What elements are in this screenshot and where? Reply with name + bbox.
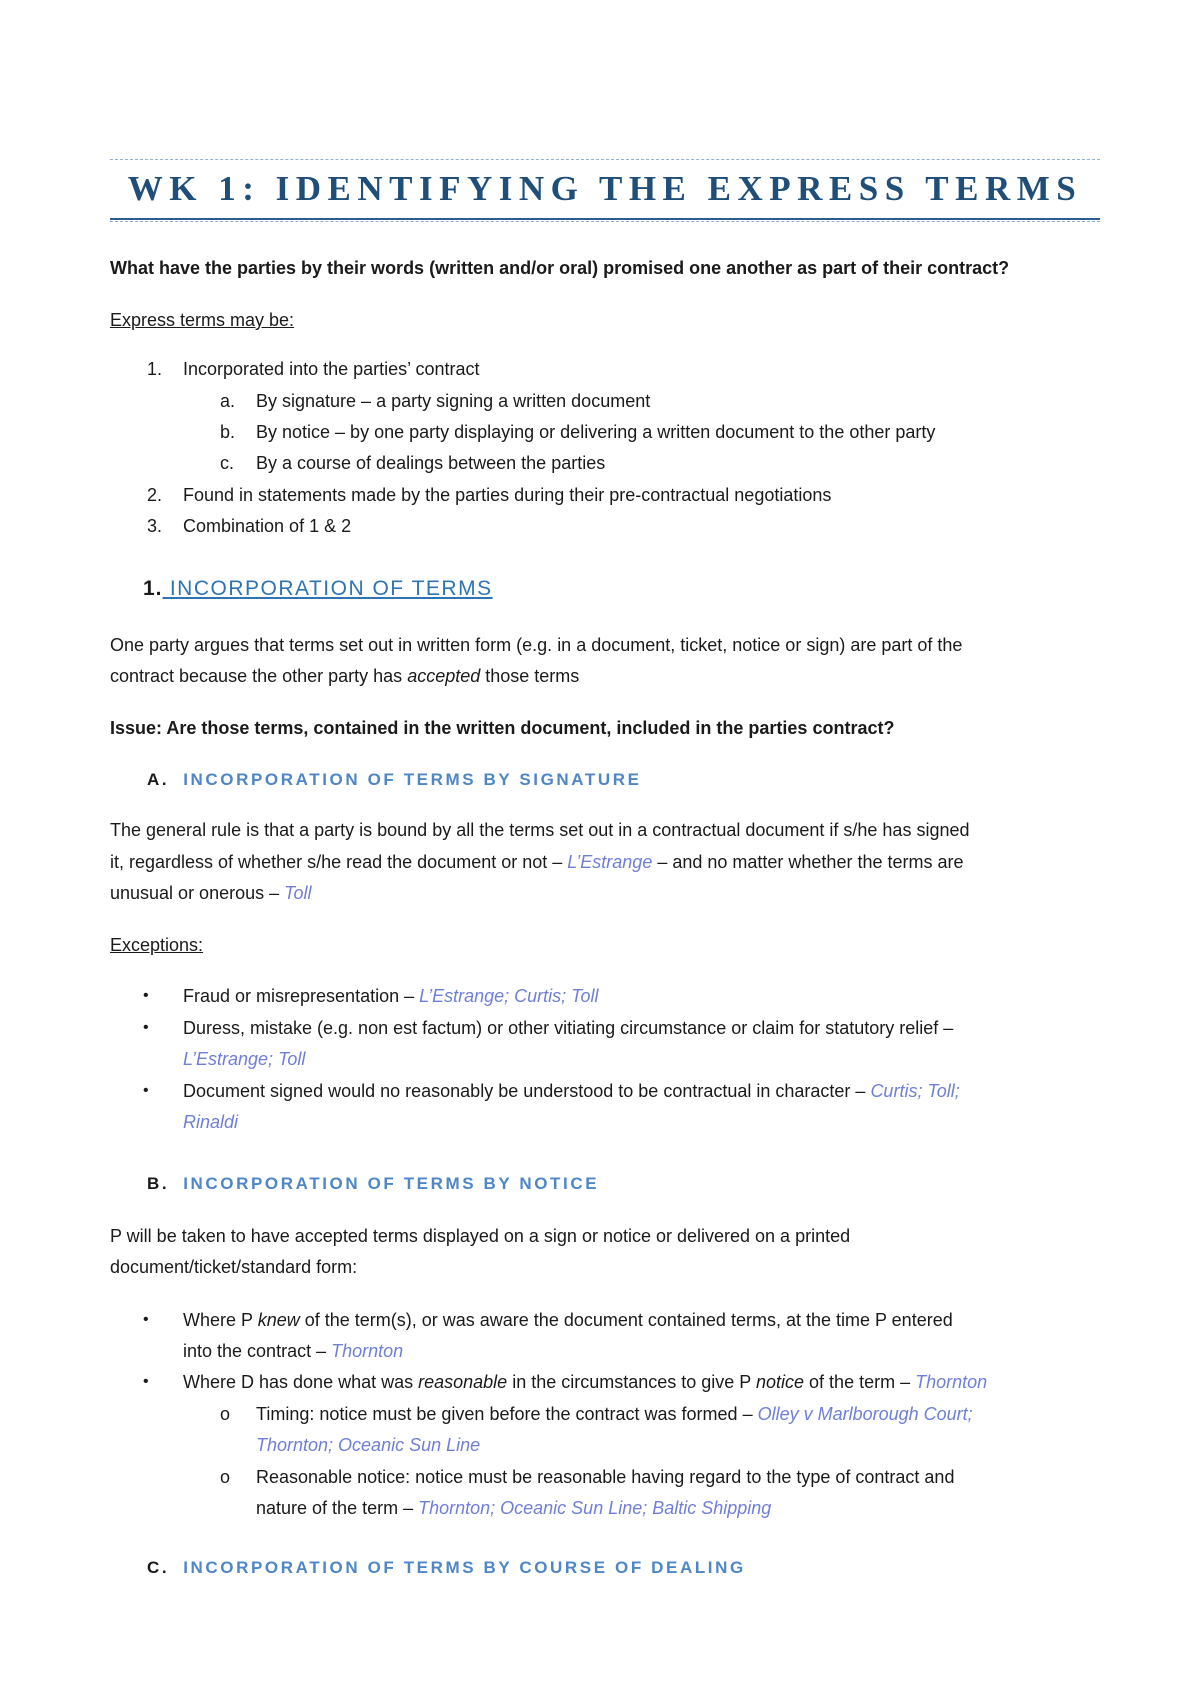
text-run: it, regardless of whether s/he read the document or not – [110,852,568,872]
sub-bullet-item: Reasonable notice: notice must be reasonable having regard to the type of contract and [256,1467,955,1487]
bullet-item [183,985,599,1007]
case-citation: Curtis; Toll; [870,1081,960,1101]
express-terms-intro: Express terms may be: [110,310,295,330]
paragraph-line [110,851,964,873]
text-run: in the circumstances to give P [507,1372,756,1392]
paragraph-line [110,665,579,687]
list-marker: 1. [147,359,163,379]
text-run: Document signed would no reasonably be understood to be contractual in character – [183,1081,871,1101]
case-citation: L’Estrange; Curtis; Toll [419,986,599,1006]
bullet-marker: • [143,1082,149,1099]
list-item: Incorporated into the parties’ contract [183,359,480,379]
bullet-marker: • [143,1311,149,1328]
text-run: – and no matter whether the terms are [652,852,964,872]
bullet-item [183,1080,960,1102]
sub-bullet-item-continued [256,1497,771,1519]
list-item: Found in statements made by the parties during their pre-contractual negotiations [183,485,832,505]
bullet-item: Duress, mistake (e.g. non est factum) or other vitiating circumstance or claim for statutory relief – [183,1018,954,1038]
text-run: Timing: notice must be given before the contract was formed – [256,1404,758,1424]
page-title: WK 1: IDENTIFYING THE EXPRESS TERMS [127,169,1083,208]
bullet-marker: • [143,987,149,1004]
section-title: INCORPORATION OF TERMS BY SIGNATURE [183,770,642,789]
text-run: into the contract – [183,1341,332,1361]
emphasis: accepted [407,666,481,686]
text-run: of the term(s), or was aware the document contained terms, at the time P entered [299,1310,953,1330]
section-c-heading [147,1557,746,1579]
sub-bullet-marker: o [220,1404,231,1424]
title-block [110,159,1100,222]
paragraph-line: document/ticket/standard form: [110,1257,358,1277]
section-b-heading [147,1173,599,1195]
contract-question: What have the parties by their words (written and/or oral) promised one another as part of their contract? [110,258,1010,278]
text-run: Fraud or misrepresentation – [183,986,420,1006]
paragraph-line: The general rule is that a party is bound by all the terms set out in a contractual document if s/he has signed [110,820,970,840]
section-letter: C. [147,1558,170,1577]
list-item: By a course of dealings between the parties [256,453,606,473]
case-citation: L’Estrange [567,852,653,872]
sub-bullet-marker: o [220,1467,231,1487]
list-marker: a. [220,391,236,411]
bullet-marker: • [143,1373,149,1390]
title-rule-top [110,159,1100,160]
text-run: those terms [480,666,580,686]
section-1-heading [143,578,493,600]
case-citation: Toll [284,883,312,903]
text-run: Where D has done what was [183,1372,419,1392]
list-marker: b. [220,422,236,442]
bullet-item [183,1371,987,1393]
list-item: Combination of 1 & 2 [183,516,352,536]
paragraph-line: P will be taken to have accepted terms displayed on a sign or notice or delivered on a printed [110,1226,851,1246]
case-citation: Rinaldi [183,1112,239,1132]
section-title: INCORPORATION OF TERMS BY NOTICE [183,1174,600,1193]
emphasis: knew [257,1310,300,1330]
case-citation: Olley v Marlborough Court; [757,1404,973,1424]
section-title: INCORPORATION OF TERMS [162,577,493,600]
text-run: unusual or onerous – [110,883,285,903]
section-letter: B. [147,1174,170,1193]
list-marker: 2. [147,485,163,505]
case-citation: Thornton; Oceanic Sun Line; Baltic Shipping [418,1498,772,1518]
text-run: of the term – [804,1372,916,1392]
title-rule-bottom [110,218,1100,220]
emphasis: notice [756,1372,805,1392]
list-marker: c. [220,453,235,473]
text-run: contract because the other party has [110,666,408,686]
list-item: By notice – by one party displaying or delivering a written document to the other party [256,422,936,442]
text-run: nature of the term – [256,1498,419,1518]
bullet-item-continued [183,1340,403,1362]
section-number: 1. [143,577,163,600]
paragraph-line [110,882,311,904]
list-marker: 3. [147,516,163,536]
text-run: Where P [183,1310,258,1330]
list-item: By signature – a party signing a written document [256,391,651,411]
exceptions-label: Exceptions: [110,935,204,955]
bullet-marker: • [143,1019,149,1036]
title-rule-bottom-dashed [110,221,1100,222]
paragraph-line: One party argues that terms set out in written form (e.g. in a document, ticket, notice or sign) are part of the [110,635,963,655]
case-citation: Thornton [915,1372,988,1392]
sub-bullet-item [256,1403,973,1425]
issue-statement: Issue: Are those terms, contained in the written document, included in the parties contract? [110,718,895,738]
case-citation: L’Estrange; Toll [183,1049,306,1069]
section-a-heading [147,769,642,791]
case-citation: Thornton [331,1341,404,1361]
case-citation: Thornton; Oceanic Sun Line [256,1435,481,1455]
section-title: INCORPORATION OF TERMS BY COURSE OF DEALING [183,1558,746,1577]
section-letter: A. [147,770,170,789]
bullet-item [183,1309,953,1331]
emphasis: reasonable [418,1372,508,1392]
